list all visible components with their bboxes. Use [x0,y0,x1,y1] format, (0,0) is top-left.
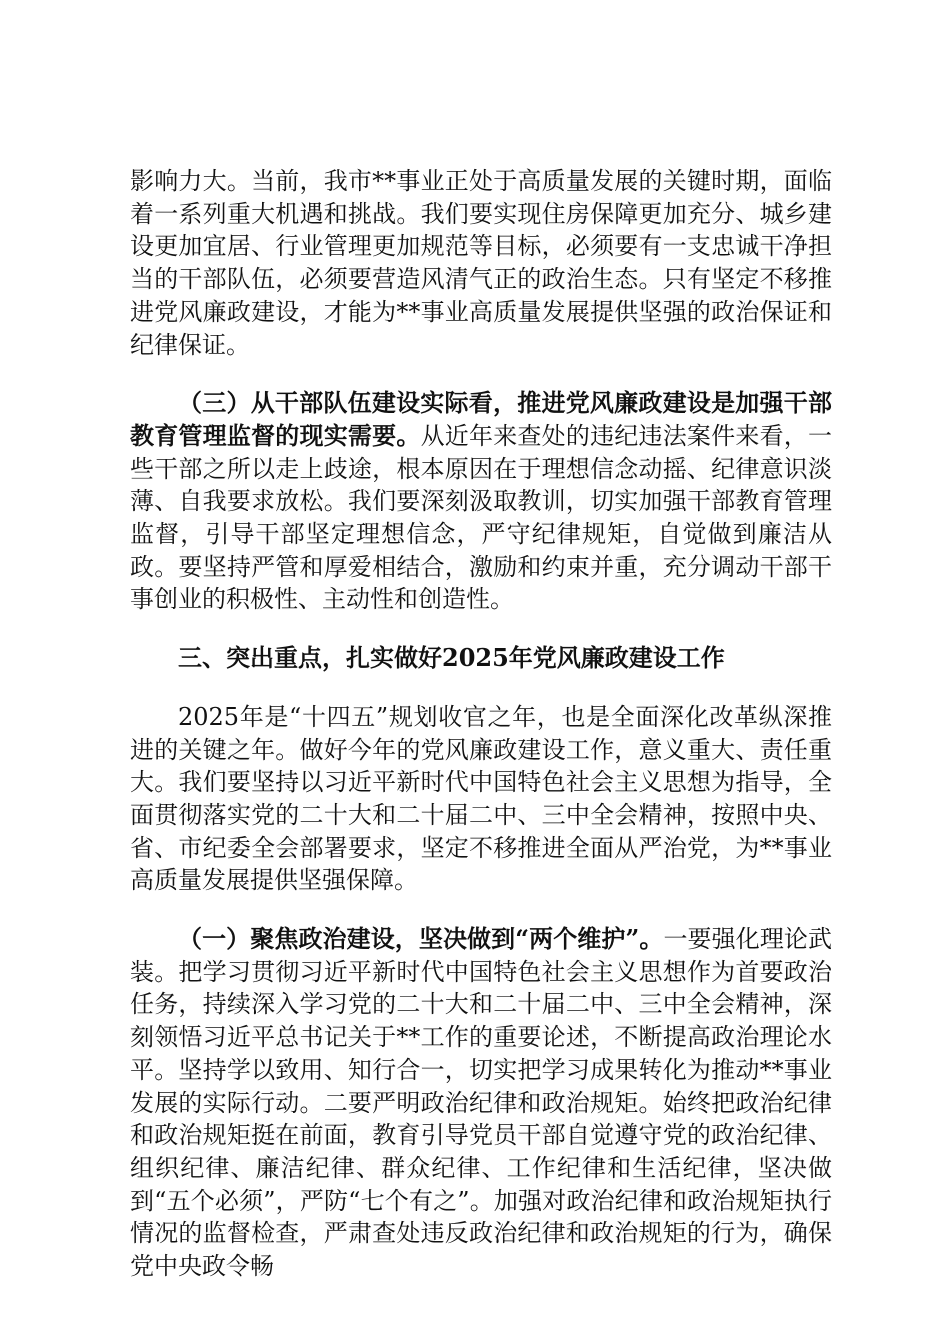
paragraph-2-text: 从近年来查处的违纪违法案件来看，一些干部之所以走上歧途，根本原因在于理想信念动摇、纪律意识淡薄、自我要求放松。我们要深刻汲取教训，切实加强干部教育管理监督，引导干部坚定理想信念，严守纪律规矩，自觉做到廉洁从政。要坚持严管和厚爱相结合，激励和约束并重，充分调动干部干事创业的积极性、主动性和创造性。 [130,421,833,614]
paragraph-1 [130,165,832,361]
section-heading-text: 三、突出重点，扎实做好2025年党风廉政建设工作 [178,643,725,673]
section-heading [130,642,832,675]
paragraph-3 [130,701,832,897]
paragraph-4-text: 一要强化理论武装。把学习贯彻习近平新时代中国特色社会主义思想作为首要政治任务，持续深入学习党的二十大和二十届二中、三中全会精神，深刻领悟习近平总书记关于**工作的重要论述，不断提高政治理论水平。坚持学以致用、知行合一，切实把学习成果转化为推动**事业发展的实际行动。二要严明政治纪律和政治规矩。始终把政治纪律和政治规矩挺在前面，教育引导党员干部自觉遵守党的政治纪律、组织纪律、廉洁纪律、群众纪律、工作纪律和生活纪律，坚决做到“五个必须”，严防“七个有之”。加强对政治纪律和政治规矩执行情况的监督检查，严肃查处违反政治纪律和政治规矩的行为，确保党中央政令畅 [130,925,832,1281]
paragraph-4 [130,923,832,1283]
paragraph-4-lead: （一）聚焦政治建设，坚决做到“两个维护”。 [178,924,664,954]
document-body [130,165,832,1309]
paragraph-3-text: 2025年是“十四五”规划收官之年，也是全面深化改革纵深推进的关键之年。做好今年的党风廉政建设工作，意义重大、责任重大。我们要坚持以习近平新时代中国特色社会主义思想为指导，全面贯彻落实党的二十大和二十届二中、三中全会精神，按照中央、省、市纪委全会部署要求，坚定不移推进全面从严治党，为**事业高质量发展提供坚强保障。 [130,702,832,895]
paragraph-1-text: 影响力大。当前，我市**事业正处于高质量发展的关键时期，面临着一系列重大机遇和挑战。我们要实现住房保障更加充分、城乡建设更加宜居、行业管理更加规范等目标，必须要有一支忠诚干净担当的干部队伍，必须要营造风清气正的政治生态。只有坚定不移推进党风廉政建设，才能为**事业高质量发展提供坚强的政治保证和纪律保证。 [130,167,832,359]
paragraph-2 [130,387,832,616]
paragraph-2-lead: （三）从干部队伍建设实际看，推进党风廉政建设是加强干部教育管理监督的现实需要。 [130,388,832,450]
